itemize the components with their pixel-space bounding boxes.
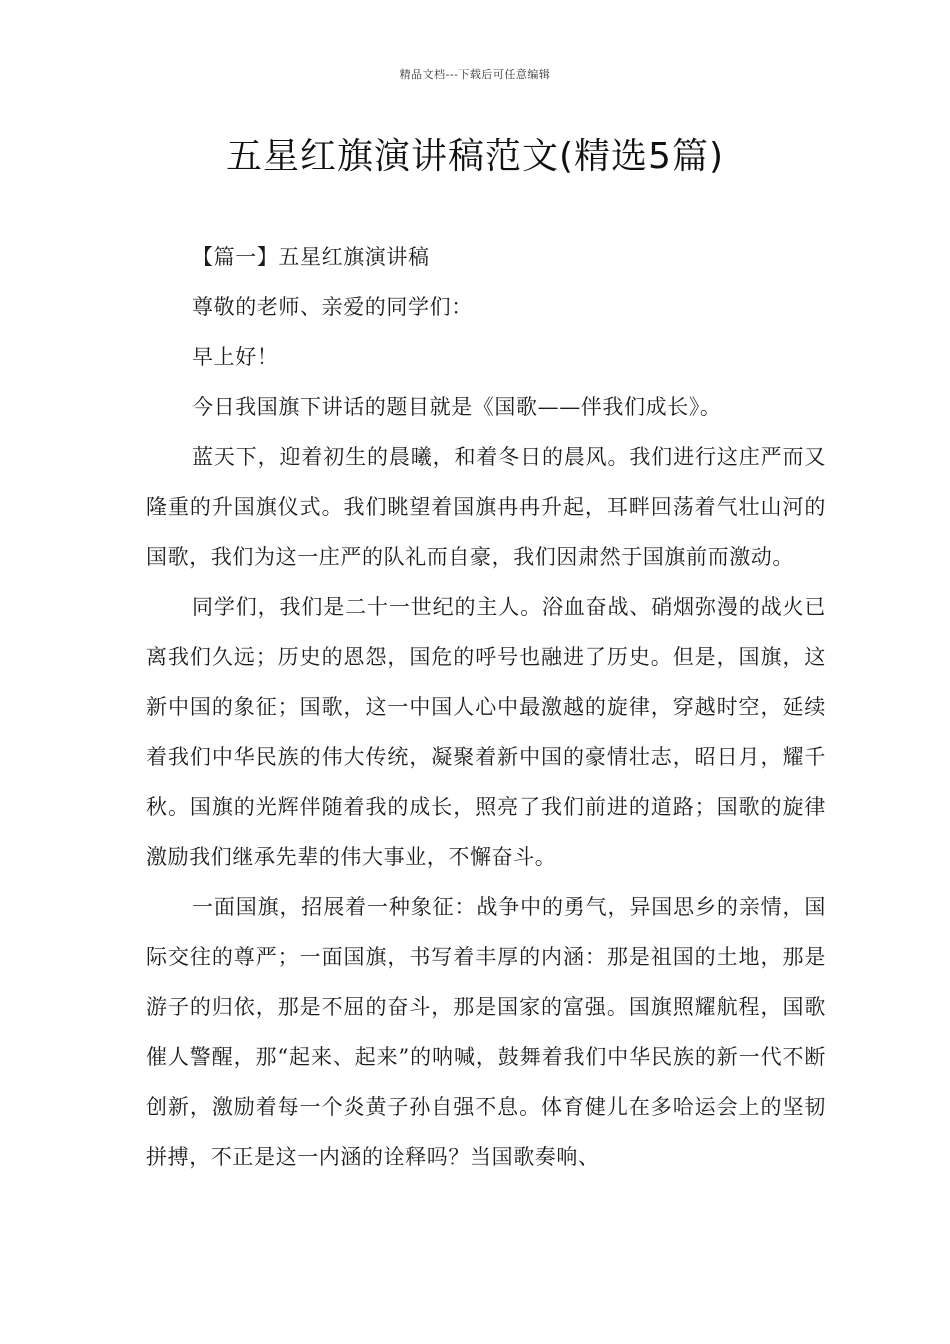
body-paragraph: 今日我国旗下讲话的题目就是《国歌——伴我们成长》。 bbox=[192, 395, 722, 419]
body-paragraph: 蓝天下，迎着初生的晨曦，和着冬日的晨风。我们进行这庄严而又隆重的升国旗仪式。我们眺望着国旗冉冉升起，耳畔回荡着气壮山河的国歌，我们为这一庄严的队礼而自豪，我们因肃然于国旗前而激动。 bbox=[146, 445, 826, 569]
body-paragraph: 同学们，我们是二十一世纪的主人。浴血奋战、硝烟弥漫的战火已离我们久远；历史的恩怨，国危的呼号也融进了历史。但是，国旗，这新中国的象征；国歌，这一中国人心中最激越的旋律，穿越时空，延续着我们中华民族的伟大传统，凝聚着新中国的豪情壮志，昭日月，耀千秋。国旗的光辉伴随着我的成长，照亮了我们前进的道路；国歌的旋律激励我们继承先辈的伟大事业，不懈奋斗。 bbox=[146, 595, 826, 869]
header-note: 精品文档---下载后可任意编辑 bbox=[399, 68, 551, 81]
salutation: 尊敬的老师、亲爱的同学们： bbox=[192, 295, 473, 319]
document-title: 五星红旗演讲稿范文(精选5篇) bbox=[226, 136, 724, 177]
section-heading: 【篇一】五星红旗演讲稿 bbox=[192, 245, 430, 269]
document-body bbox=[146, 232, 826, 1182]
body-paragraph: 一面国旗，招展着一种象征：战争中的勇气，异国思乡的亲情，国际交往的尊严；一面国旗，书写着丰厚的内涵：那是祖国的土地，那是游子的归依，那是不屈的奋斗，那是国家的富强。国旗照耀航程，国歌催人警醒，那“起来、起来”的呐喊，鼓舞着我们中华民族的新一代不断创新，激励着每一个炎黄子孙自强不息。体育健儿在多哈运会上的坚韧拼搏，不正是这一内涵的诠释吗？当国歌奏响、 bbox=[146, 895, 826, 1169]
greeting: 早上好！ bbox=[192, 345, 279, 369]
